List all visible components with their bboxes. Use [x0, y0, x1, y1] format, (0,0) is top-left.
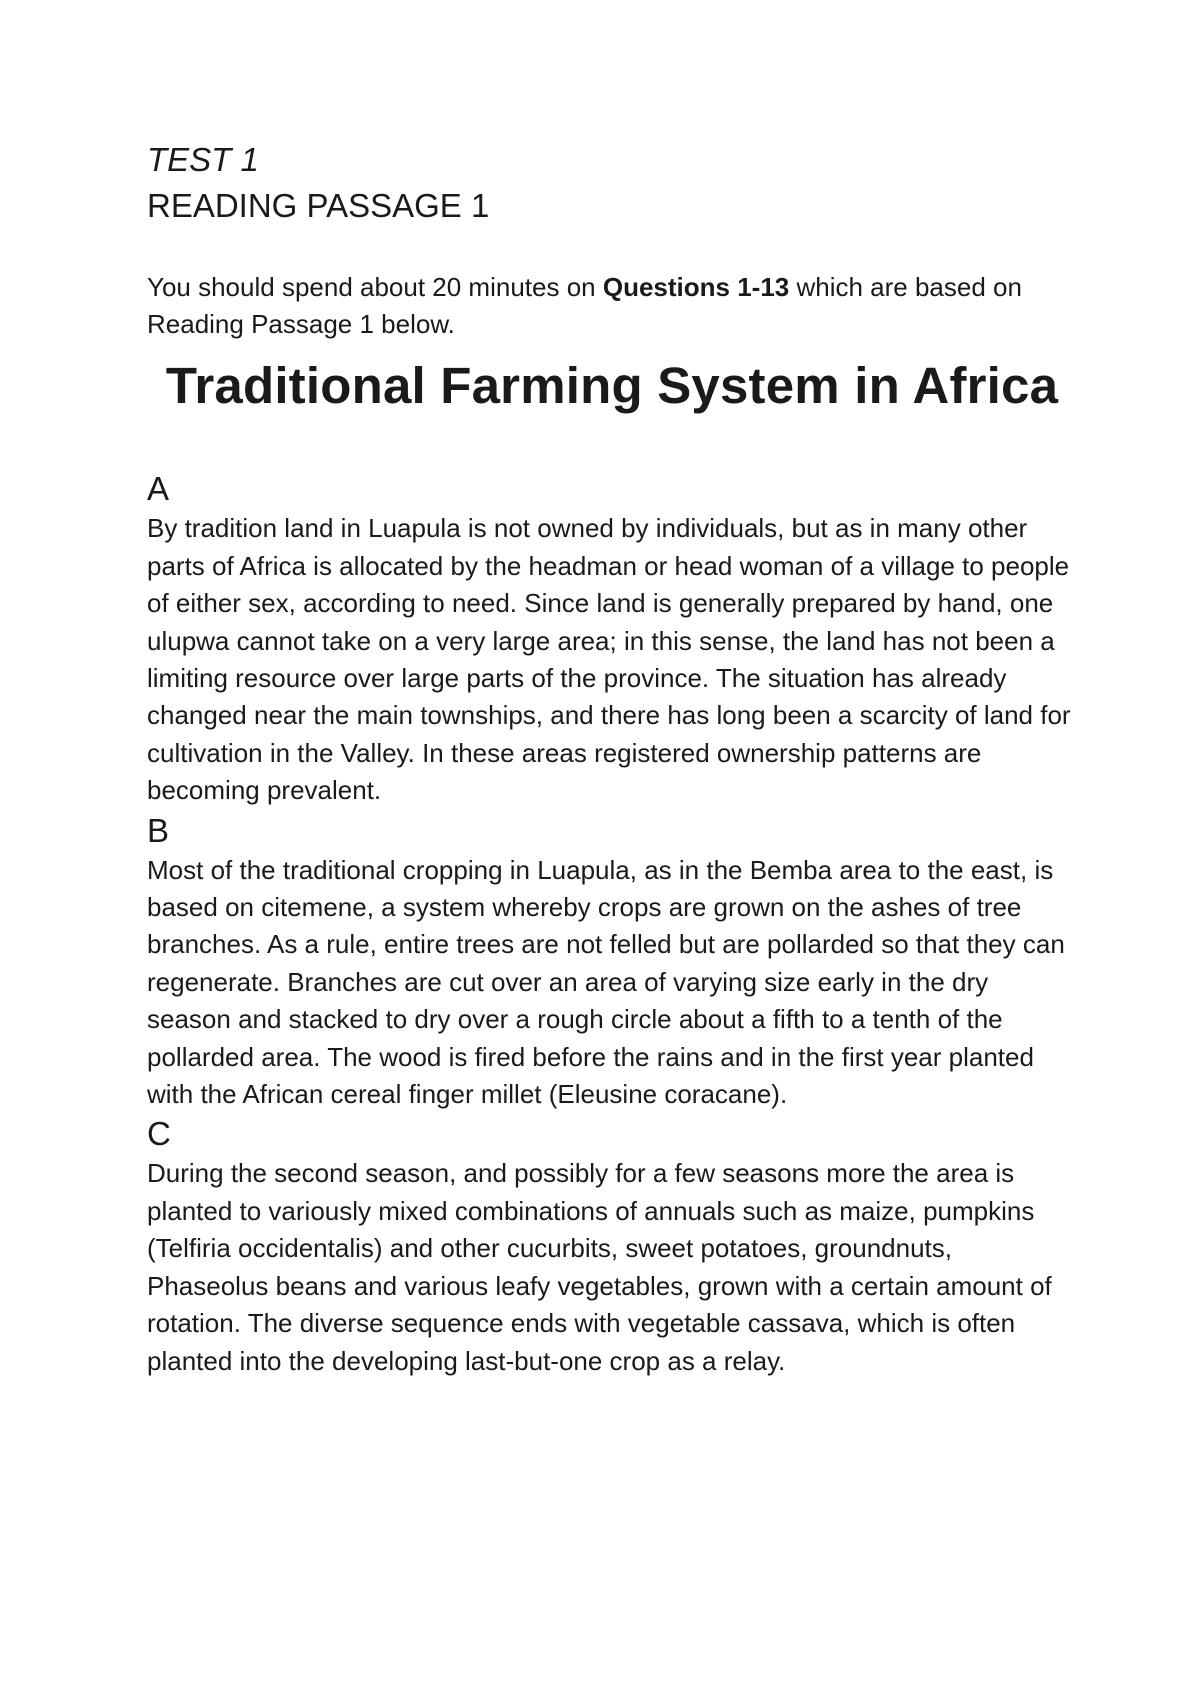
passage-label: READING PASSAGE 1 [147, 186, 490, 224]
test-label: TEST 1 [147, 141, 259, 178]
passage-title: Traditional Farming System in Africa [165, 357, 1059, 415]
section-letter: A [147, 470, 170, 508]
section-a [147, 468, 1077, 809]
section-paragraph: By tradition land in Luapula is not owned by individuals, but as in many other parts of Africa is allocated by the headman or head woman of a village to people of either sex, according to need. Since land is generally prepared by hand, one ulupwa cannot take on a very large area; in this sense, the land has not been a limiting resource over large parts of the province. The situation has already changed near the main townships, and there has long been a scarcity of land for cultivation in the Valley. In these areas registered ownership patterns are becoming prevalent. [147, 513, 1071, 806]
instructions-text-before: You should spend about 20 minutes on [147, 272, 603, 303]
section-letter: C [147, 1115, 171, 1153]
instructions [147, 269, 1077, 343]
instructions-text-after: which are based on Reading Passage 1 below. [147, 272, 1022, 340]
section-c [147, 1113, 1077, 1379]
section-b [147, 810, 1077, 1114]
section-paragraph: During the second season, and possibly for a few seasons more the area is planted to variously mixed combinations of annuals such as maize, pumpkins (Telfiria occidentalis) and other cucurbits, sweet potatoes, groundnuts, Phaseolus beans and various leafy vegetables, grown with a certain amount of rotation. The diverse sequence ends with vegetable cassava, which is often planted into the developing last-but-one crop as a relay. [147, 1158, 1052, 1376]
instructions-questions-range: Questions 1-13 [602, 272, 790, 303]
section-letter: B [147, 811, 170, 849]
document-page [147, 140, 1077, 1380]
section-paragraph: Most of the traditional cropping in Luapula, as in the Bemba area to the east, is based on citemene, a system whereby crops are grown on the ashes of tree branches. As a rule, entire trees are not felled but are pollarded so that they can regenerate. Branches are cut over an area of varying size early in the dry season and stacked to dry over a rough circle about a fifth to a tenth of the pollarded area. The wood is fired before the rains and in the first year planted with the African cereal finger millet (Eleusine coracane). [147, 854, 1065, 1110]
